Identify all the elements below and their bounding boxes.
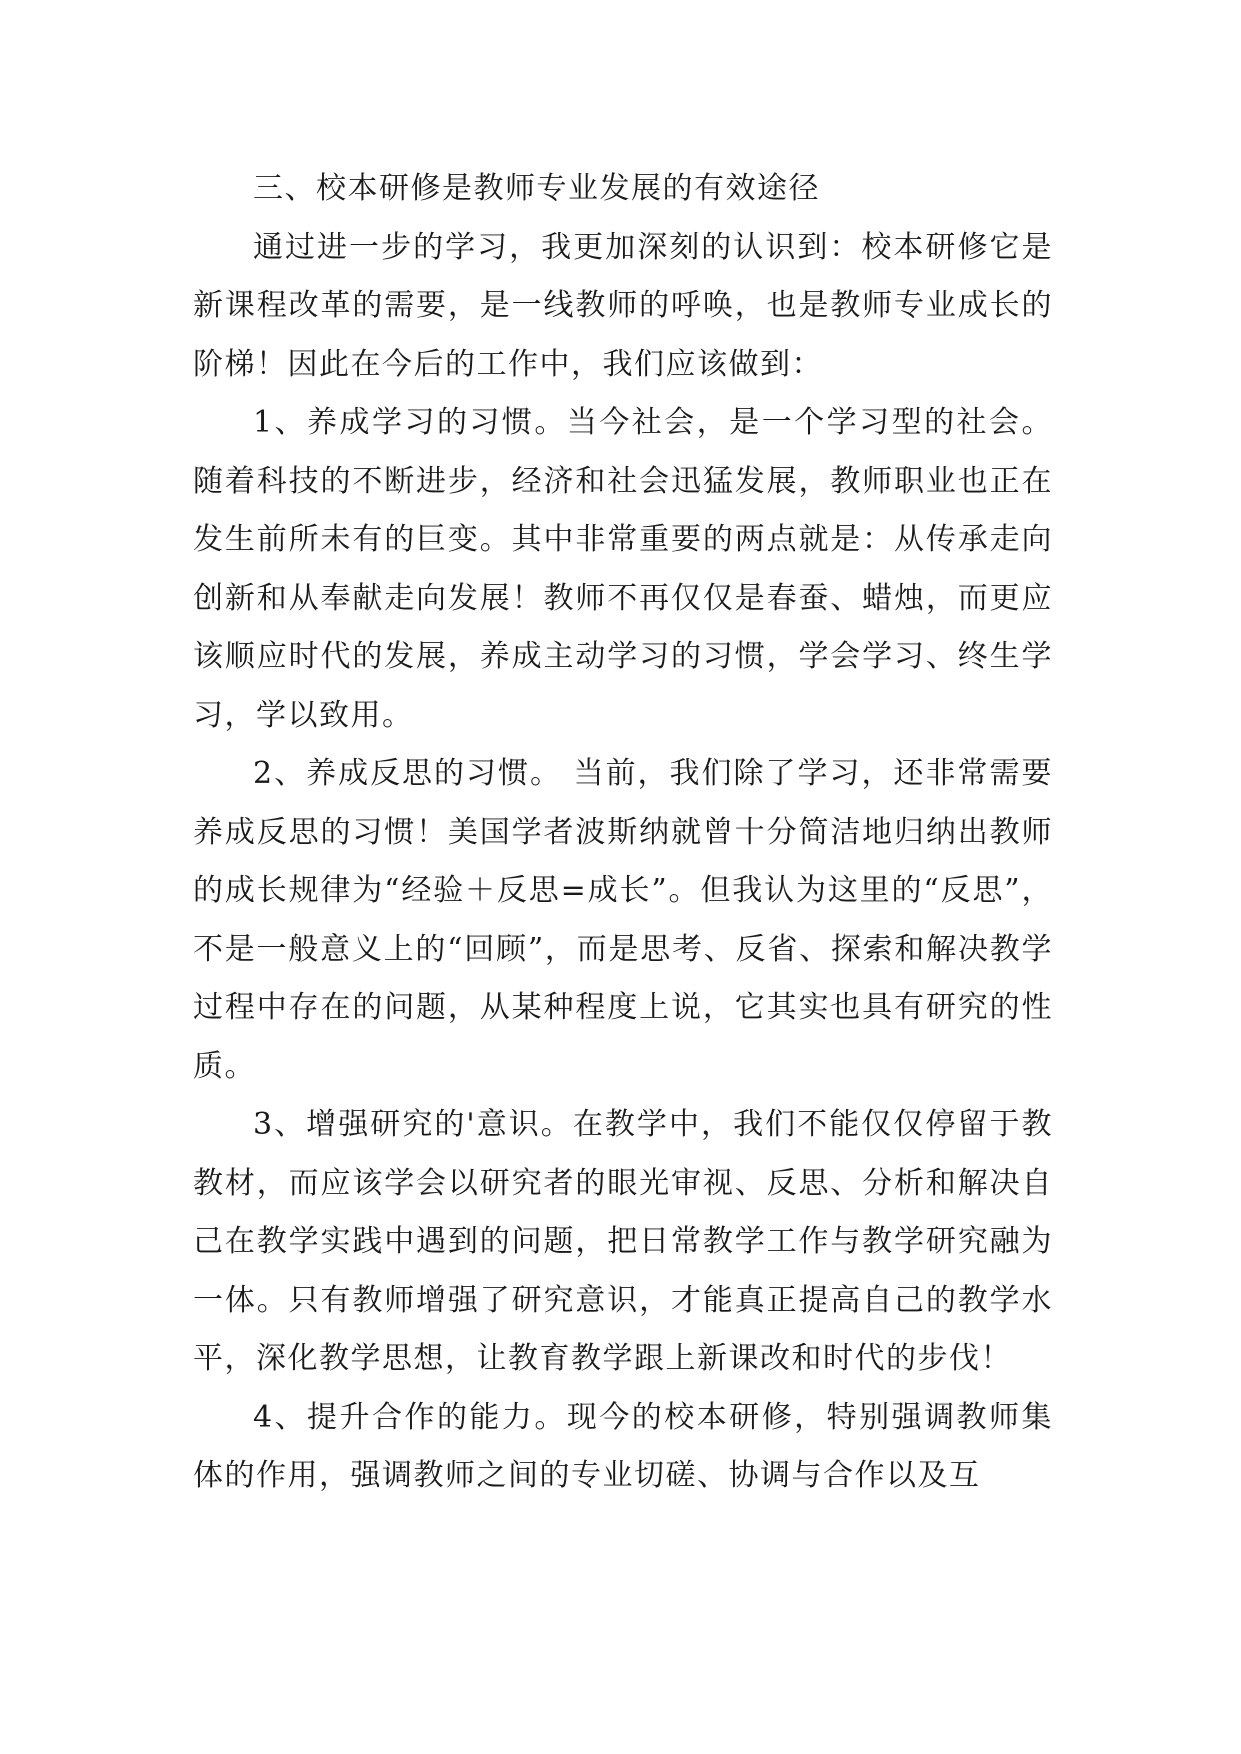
paragraph-intro: 通过进一步的学习，我更加深刻的认识到：校本研修它是新课程改革的需要，是一线教师的呼唤，也是教师专业成长的阶梯！因此在今后的工作中，我们应该做到：: [193, 229, 1053, 382]
paragraph-research-awareness: 3、增强研究的'意识。在教学中，我们不能仅仅停留于教教材，而应该学会以研究者的眼光审视、反思、分析和解决自己在教学实践中遇到的问题，把日常教学工作与教学研究融为一体。只有教师增强了研究意识，才能真正提高自己的教学水平，深化教学思想，让教育教学跟上新课改和时代的步伐！: [193, 1107, 1053, 1376]
document-body: [193, 160, 1053, 1506]
paragraph-cooperation-ability: 4、提升合作的能力。现今的校本研修，特别强调教师集体的作用，强调教师之间的专业切磋、协调与合作以及互: [193, 1399, 1053, 1493]
section-heading: 三、校本研修是教师专业发展的有效途径: [253, 171, 820, 206]
paragraph-learning-habit: 1、养成学习的习惯。当今社会，是一个学习型的社会。随着科技的不断进步，经济和社会迅猛发展，教师职业也正在发生前所未有的巨变。其中非常重要的两点就是：从传承走向创新和从奉献走向发展！教师不再仅仅是春蚕、蜡烛，而更应该顺应时代的发展，养成主动学习的习惯，学会学习、终生学习，学以致用。: [193, 405, 1053, 733]
paragraph-reflection-habit: 2、养成反思的习惯。 当前，我们除了学习，还非常需要养成反思的习惯！美国学者波斯纳就曾十分简洁地归纳出教师的成长规律为“经验＋反思=成长”。但我认为这里的“反思”，不是一般意义上的“回顾”，而是思考、反省、探索和解决教学过程中存在的问题，从某种程度上说，它其实也具有研究的性质。: [193, 756, 1053, 1084]
